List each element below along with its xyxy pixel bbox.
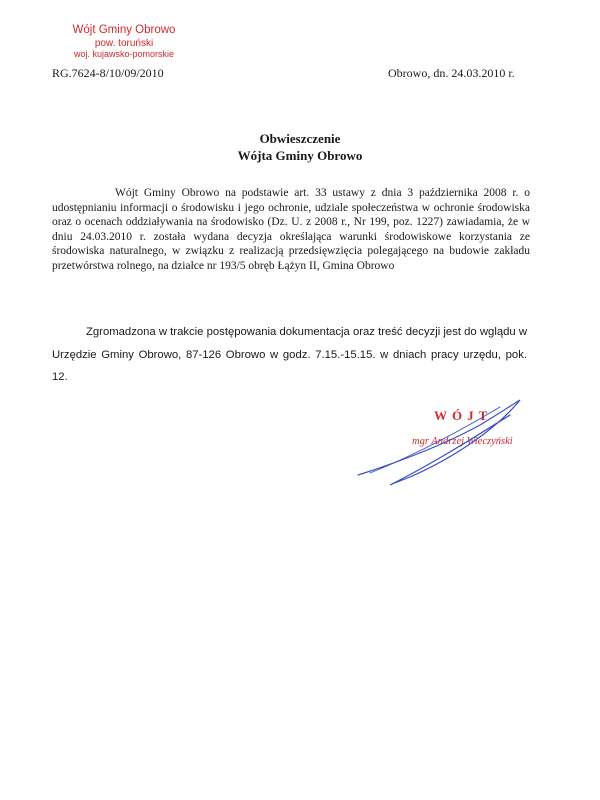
document-date: Obrowo, dn. 24.03.2010 r. xyxy=(388,66,515,80)
signature-stroke xyxy=(358,400,520,485)
reference-number: RG.7624-8/10/09/2010 xyxy=(52,66,164,80)
title-line-1: Obwieszczenie xyxy=(259,131,341,146)
handwritten-signature xyxy=(350,395,530,495)
signature-stamp-title: WÓJT xyxy=(434,408,493,423)
stamp-line-office: Wójt Gminy Obrowo xyxy=(72,24,176,36)
signature-stamp-name: mgr Andrzej Wieczyński xyxy=(412,436,513,447)
notice-paragraph-1 xyxy=(52,186,530,274)
stamp-line-province: woj. kujawsko-pomorskie xyxy=(73,49,175,60)
notice-paragraph-2 xyxy=(52,321,527,389)
signature-stroke-2 xyxy=(370,407,500,473)
paragraph-1-text: Wójt Gminy Obrowo na podstawie art. 33 ustawy z dnia 3 października 2008 r. o udostępnianiu informacji o środowisku i jego ochronie, udziale społeczeństwa w ochronie środowiska oraz o ocenach oddziaływania na środowisko (Dz. U. z 2008 r., Nr 199, poz. 1227) zawiadamia, że w dniu 24.03.2010 r. została wydana decyzja określająca warunki środowiskowe korzystania ze środowiska naturalnego, w związku z realizacją przedsięwzięcia polegającego na budowie zakładu przetwórstwa rolnego, na działce nr 193/5 obręb Łążyn II, Gmina Obrowo xyxy=(52,187,530,272)
title-line-2: Wójta Gminy Obrowo xyxy=(237,148,363,163)
stamp-line-county: pow. toruński xyxy=(94,37,154,49)
document-title xyxy=(0,130,600,164)
paragraph-2-text: Zgromadzona w trakcie postępowania dokumentacja oraz treść decyzji jest do wglądu w Urzędzie Gminy Obrowo, 87-126 Obrowo w godz. 7.15.-15.15. w dniach pracy urzędu, pok. 12. xyxy=(52,326,527,383)
office-stamp xyxy=(64,24,184,60)
